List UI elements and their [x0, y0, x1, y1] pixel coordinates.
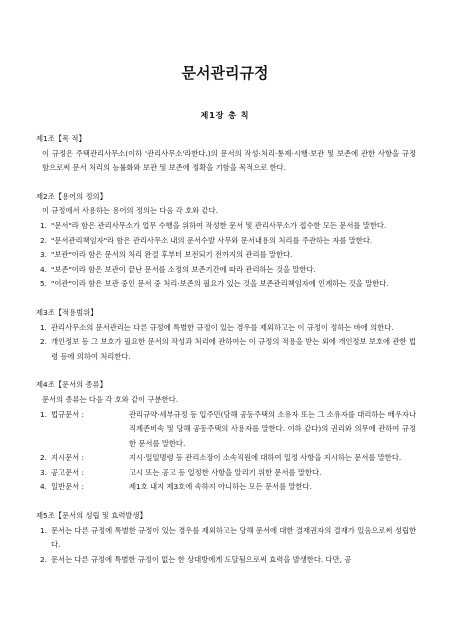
- article-items: [36, 524, 416, 568]
- list-item: [40, 234, 416, 249]
- list-item: [40, 263, 416, 278]
- item-text: 제1호 내지 제3호에 속하지 아니하는 모든 문서를 말한다.: [129, 482, 312, 492]
- item-text: 문서는 다른 규정에 특별한 규정이 있는 경우를 제외하고는 당해 문서에 대한 결재권자의 결재가 있음으로써 성립한다.: [51, 525, 416, 550]
- article-items: [36, 219, 416, 292]
- article-5: [36, 509, 416, 567]
- item-number: 1.: [40, 525, 47, 535]
- document-body: [36, 132, 416, 581]
- item-text: "보존"이라 함은 보관이 끝난 문서를 소정의 보존기간에 따라 관리하는 것을 말한다.: [51, 264, 316, 274]
- list-item: [40, 335, 416, 364]
- item-number: 3.: [40, 467, 47, 477]
- item-number: 1.: [40, 322, 47, 332]
- article-heading: 제5조【문서의 성립 및 효력발생】: [36, 511, 147, 521]
- item-label: 일반문서 :: [51, 482, 84, 492]
- article-heading: 제1조【목 적】: [36, 134, 86, 143]
- article-items: [36, 408, 416, 496]
- article-1: [36, 132, 416, 176]
- item-text: 관리사무소의 문서관리는 다른 규정에 특별한 규정이 있는 경우를 제외하고는 이 규정이 정하는 바에 의한다.: [51, 322, 394, 332]
- item-text: 지시·일일명령 등 관리소장이 소속직원에 대하여 일정 사항을 지시하는 문서를 말한다.: [129, 453, 402, 463]
- list-item: [40, 466, 416, 481]
- list-item: [40, 451, 416, 466]
- article-4: [36, 378, 416, 495]
- item-number: 2.: [40, 235, 47, 245]
- item-number: 4.: [40, 482, 47, 492]
- item-number: 1.: [40, 409, 47, 419]
- article-paragraph: 문서의 종류는 다음 각 호와 같이 구분한다.: [42, 394, 179, 404]
- article-heading: 제3조【적용범위】: [36, 307, 98, 317]
- item-number: 2.: [40, 453, 47, 463]
- article-heading: 제2조【용어의 정의】: [36, 191, 107, 201]
- item-label: 공고문서 :: [51, 467, 84, 477]
- list-item: [40, 248, 416, 263]
- list-item: [40, 553, 416, 568]
- item-label: 법규문서 :: [51, 409, 84, 419]
- article-3: [36, 306, 416, 364]
- list-item: [40, 524, 416, 553]
- list-item: [40, 219, 416, 234]
- list-item: [40, 277, 416, 292]
- article-paragraph: 이 규정에서 사용하는 용어의 정의는 다음 각 호와 같다.: [42, 206, 218, 216]
- item-number: 1.: [40, 220, 47, 230]
- list-item: [40, 321, 416, 336]
- article-paragraph: 이 규정은 주택관리사무소(이하 '관리사무소'라한다.)의 문서의 작성·처리·통제·시행·보관 및 보존에 관한 사항을 규정함으로써 문서 처리의 능률화와 보관 및 보존에 정확을 기함을 목적으로 한다.: [42, 148, 416, 173]
- item-number: 4.: [40, 264, 47, 274]
- article-items: [36, 321, 416, 365]
- article-2: [36, 190, 416, 292]
- item-text: 관리규약·세부규정 등 입주민(당해 공동주택의 소유자 또는 그 소유자를 대리하는 배우자나 직계존비속 및 당해 공동주택의 사용자를 말한다. 이하 같다)의 권리와 의무에 관하여 규정한 문서를 말한다.: [129, 409, 416, 448]
- item-text: "이관"이라 함은 보관 중인 문서 중 처리·보존의 필요가 있는 것을 보존관리책임자에 인계하는 것을 말한다.: [51, 279, 389, 289]
- item-text: 고시 또는 공고 등 일정한 사항을 알리기 위한 문서를 말한다.: [129, 467, 322, 477]
- list-item: [40, 480, 416, 495]
- list-item: [40, 408, 416, 452]
- article-heading: 제4조【문서의 종류】: [36, 380, 107, 390]
- item-number: 2.: [40, 337, 47, 347]
- item-number: 2.: [40, 554, 47, 564]
- item-text: 문서는 다른 규정에 특별한 규정이 없는 한 상대방에게 도달됨으로써 효력을 발생한다. 다만, 공: [51, 554, 352, 564]
- item-text: "보관"이라 함은 문서의 처리 완결 후부터 보전되기 전까지의 관리를 말한다.: [51, 250, 293, 260]
- item-label: 지시문서 :: [51, 453, 84, 463]
- item-number: 5.: [40, 279, 47, 289]
- chapter-heading: 제1장 총 칙: [200, 111, 250, 120]
- document-title: 문서관리규정: [181, 64, 269, 82]
- item-number: 3.: [40, 250, 47, 260]
- item-text: "문서관리책임자"라 함은 관리사무소 내의 문서수발 사무와 문서내용의 처리를 주관하는 자를 말한다.: [51, 235, 373, 245]
- item-text: "문서"라 함은 관리사무소가 업무 수행을 위하여 작성한 문서 및 관리사무소가 접수한 모든 문서를 말한다.: [51, 220, 387, 230]
- item-text: 개인정보 등 그 보호가 필요한 문서의 작성과 처리에 관하여는 이 규정의 적용을 받는 외에 개인정보 보호에 관한 법령 등에 의하여 처리한다.: [51, 337, 416, 361]
